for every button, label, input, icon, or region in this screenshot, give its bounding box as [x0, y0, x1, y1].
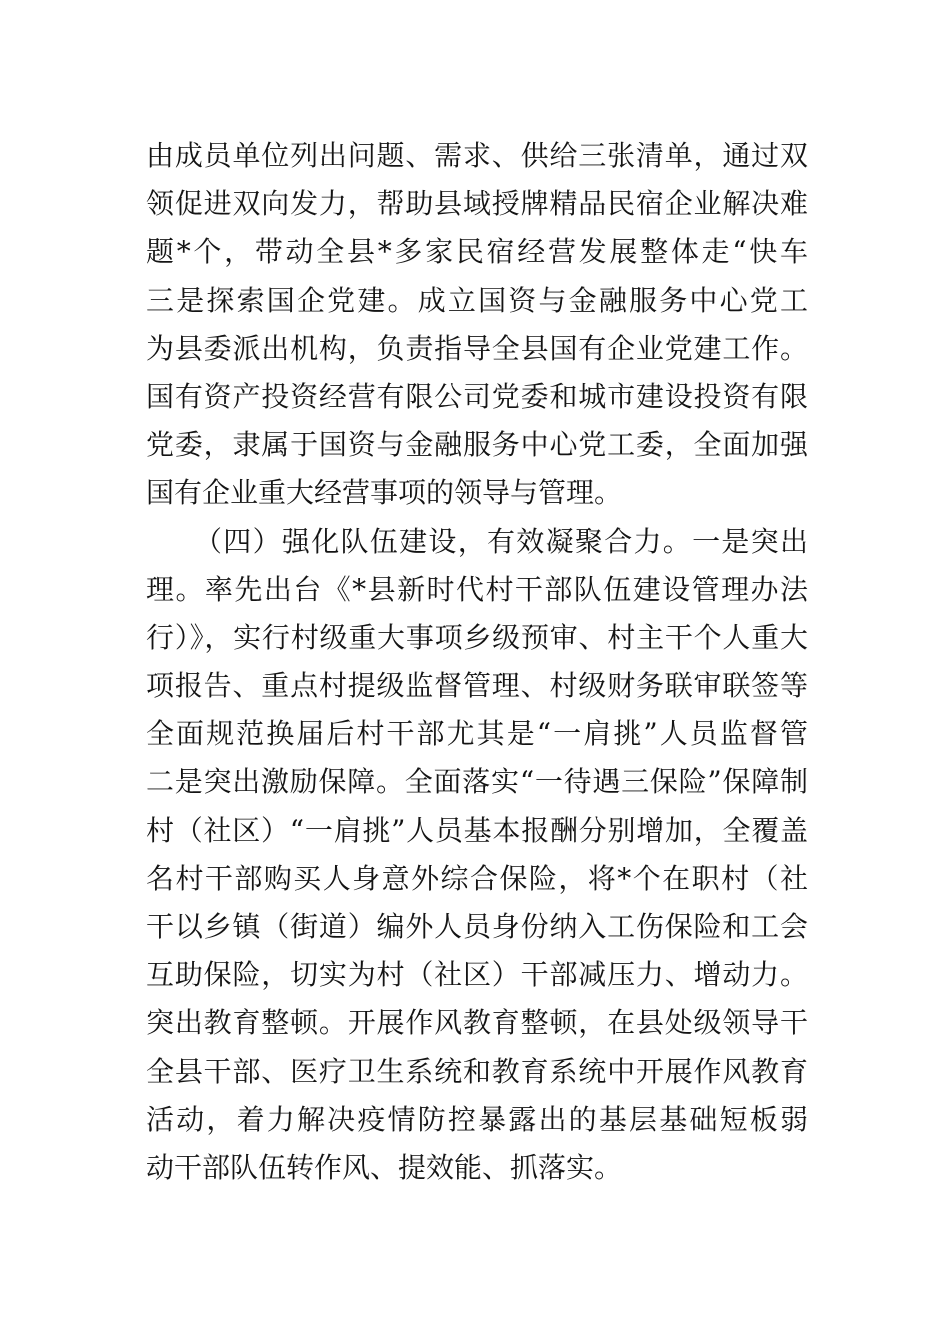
text-line: 二是突出激励保障。全面落实“一待遇三保险”保障制 [146, 765, 808, 799]
text-line: 行）》，实行村级重大事项乡级预审、村主干个人重大 [146, 620, 808, 654]
text-line: 全县干部、医疗卫生系统和教育系统中开展作风教育 [146, 1054, 808, 1088]
text-line: 互助保险，切实为村（社区）干部减压力、增动力。 [146, 958, 808, 992]
text-line: 为县委派出机构，负责指导全县国有企业党建工作。 [146, 331, 808, 365]
text-line: 突出教育整顿。开展作风教育整顿，在县处级领导干 [146, 1006, 808, 1040]
section-heading-line: （四）强化队伍建设，有效凝聚合力。一是突出 [194, 524, 808, 558]
text-line: 活动，着力解决疫情防控暴露出的基层基础短板弱 [146, 1102, 808, 1136]
text-line: 题*个，带动全县*多家民宿经营发展整体走“快车 [146, 235, 808, 269]
text-line: 理。率先出台《*县新时代村干部队伍建设管理办法 [146, 572, 808, 606]
text-line: 领促进双向发力，帮助县域授牌精品民宿企业解决难 [146, 187, 808, 221]
text-line: 名村干部购买人身意外综合保险，将*个在职村（社 [146, 861, 808, 895]
text-line: 国有企业重大经营事项的领导与管理。 [146, 476, 623, 510]
body-text [146, 132, 808, 1192]
text-line: 干以乡镇（街道）编外人员身份纳入工伤保险和工会 [146, 910, 808, 943]
text-line: 国有资产投资经营有限公司党委和城市建设投资有限 [146, 379, 808, 413]
text-line: 全面规范换届后村干部尤其是“一肩挑”人员监督管 [146, 717, 808, 751]
text-line: 项报告、重点村提级监督管理、村级财务联审联签等 [146, 669, 808, 703]
text-line: 三是探索国企党建。成立国资与金融服务中心党工 [146, 283, 808, 317]
text-line: 动干部队伍转作风、提效能、抓落实。 [146, 1150, 623, 1184]
text-line: 村（社区）“一肩挑”人员基本报酬分别增加，全覆盖 [146, 813, 808, 847]
text-line: 由成员单位列出问题、需求、供给三张清单，通过双 [146, 139, 808, 172]
text-line: 党委，隶属于国资与金融服务中心党工委，全面加强 [146, 428, 808, 462]
